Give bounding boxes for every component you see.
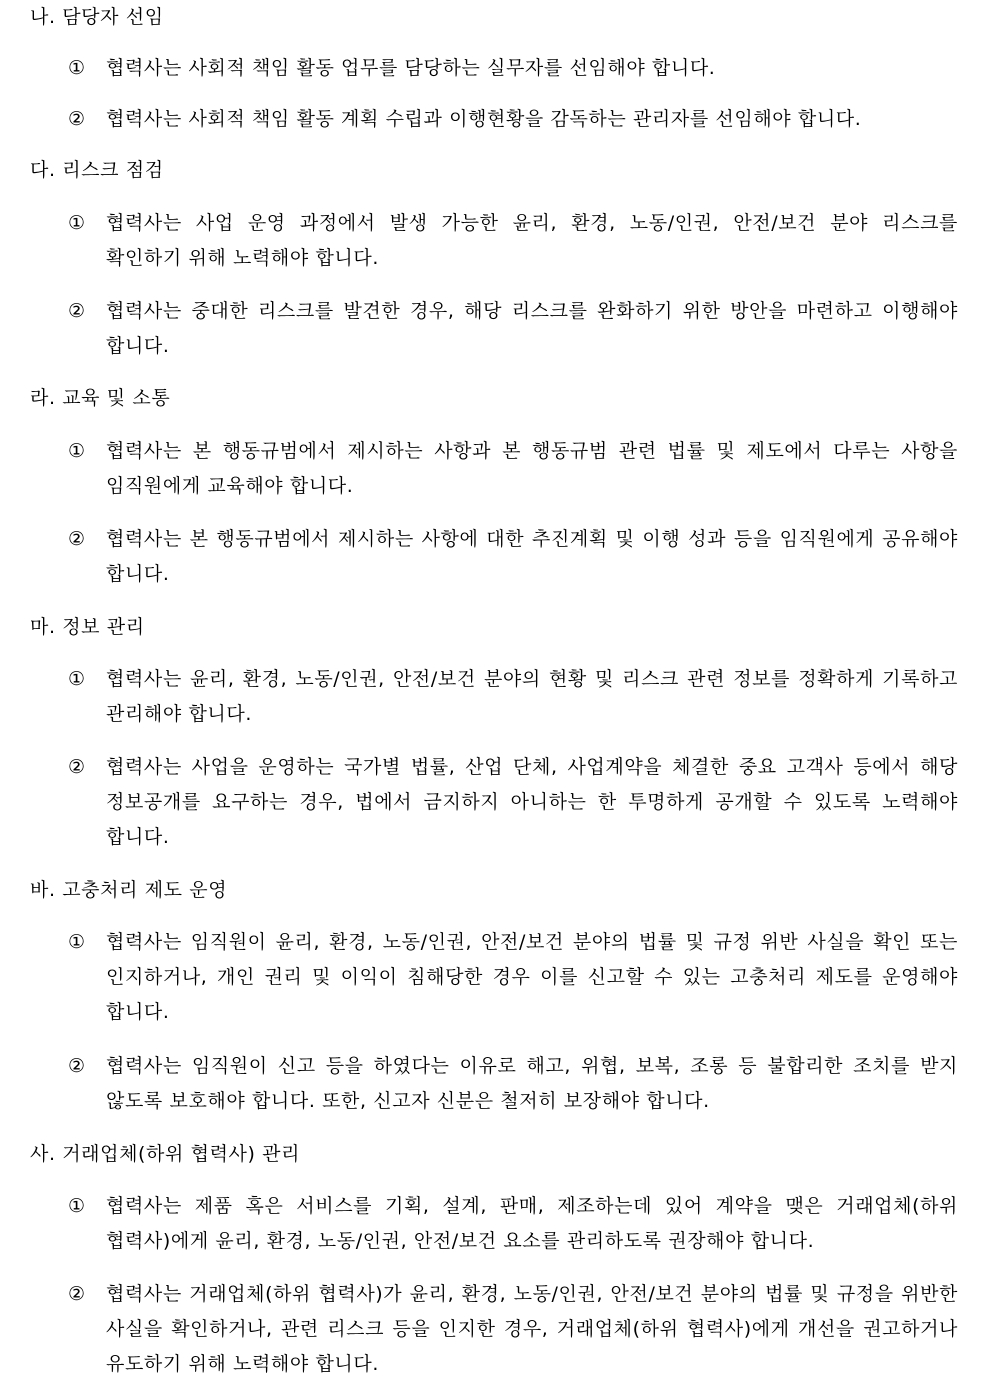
- item-number: ①: [68, 440, 86, 462]
- list-item: [68, 206, 958, 276]
- section-heading: 라. 교육 및 소통: [30, 387, 171, 409]
- item-number: ①: [68, 212, 86, 234]
- list-item: [68, 294, 958, 364]
- item-number: ②: [68, 528, 86, 550]
- item-number: ②: [68, 756, 86, 778]
- item-number: ②: [68, 108, 86, 130]
- section-heading: 바. 고충처리 제도 운영: [30, 879, 228, 901]
- item-text: 협력사는 거래업체(하위 협력사)가 윤리, 환경, 노동/인권, 안전/보건 분야의 법률 및 규정을 위반한 사실을 확인하거나, 관련 리스크 등을 인지한 경우, 거래업체(하위 협력사)에게 개선을 권고하거나 유도하기 위해 노력해야 합니다.: [106, 1283, 958, 1375]
- item-text: 협력사는 제품 혹은 서비스를 기획, 설계, 판매, 제조하는데 있어 계약을 맺은 거래업체(하위 협력사)에게 윤리, 환경, 노동/인권, 안전/보건 요소를 관리하도록 권장해야 합니다.: [106, 1195, 958, 1252]
- section-heading: 나. 담당자 선임: [30, 6, 164, 28]
- section-heading: 사. 거래업체(하위 협력사) 관리: [30, 1143, 301, 1165]
- list-item: [68, 662, 958, 732]
- item-number: ①: [68, 57, 86, 79]
- item-number: ②: [68, 1055, 86, 1077]
- item-number: ②: [68, 1283, 86, 1305]
- list-item: [68, 102, 958, 137]
- list-item: [68, 1277, 958, 1382]
- item-text: 협력사는 사회적 책임 활동 업무를 담당하는 실무자를 선임해야 합니다.: [106, 57, 716, 79]
- item-text: 협력사는 사업을 운영하는 국가별 법률, 산업 단체, 사업계약을 체결한 중요 고객사 등에서 해당 정보공개를 요구하는 경우, 법에서 금지하지 아니하는 한 투명하게 공개할 수 있도록 노력해야 합니다.: [106, 756, 958, 848]
- list-item: [68, 434, 958, 504]
- list-item: [68, 1049, 958, 1119]
- section-heading: 마. 정보 관리: [30, 616, 145, 638]
- item-number: ①: [68, 931, 86, 953]
- list-item: [68, 1189, 958, 1259]
- item-number: ①: [68, 1195, 86, 1217]
- item-text: 협력사는 사회적 책임 활동 계획 수립과 이행현황을 감독하는 관리자를 선임해야 합니다.: [106, 108, 862, 130]
- list-item: [68, 51, 958, 86]
- item-text: 협력사는 임직원이 신고 등을 하였다는 이유로 해고, 위협, 보복, 조롱 등 불합리한 조치를 받지 않도록 보호해야 합니다. 또한, 신고자 신분은 철저히 보장해야 합니다.: [106, 1055, 958, 1112]
- list-item: [68, 522, 958, 592]
- item-number: ②: [68, 300, 86, 322]
- item-text: 협력사는 사업 운영 과정에서 발생 가능한 윤리, 환경, 노동/인권, 안전/보건 분야 리스크를 확인하기 위해 노력해야 합니다.: [106, 212, 958, 269]
- item-text: 협력사는 임직원이 윤리, 환경, 노동/인권, 안전/보건 분야의 법률 및 규정 위반 사실을 확인 또는 인지하거나, 개인 권리 및 이익이 침해당한 경우 이를 신고할 수 있는 고충처리 제도를 운영해야 합니다.: [106, 931, 958, 1023]
- item-text: 협력사는 윤리, 환경, 노동/인권, 안전/보건 분야의 현황 및 리스크 관련 정보를 정확하게 기록하고 관리해야 합니다.: [106, 668, 958, 725]
- item-text: 협력사는 중대한 리스크를 발견한 경우, 해당 리스크를 완화하기 위한 방안을 마련하고 이행해야 합니다.: [106, 300, 958, 357]
- list-item: [68, 750, 958, 855]
- item-number: ①: [68, 668, 86, 690]
- item-text: 협력사는 본 행동규범에서 제시하는 사항과 본 행동규범 관련 법률 및 제도에서 다루는 사항을 임직원에게 교육해야 합니다.: [106, 440, 958, 497]
- item-text: 협력사는 본 행동규범에서 제시하는 사항에 대한 추진계획 및 이행 성과 등을 임직원에게 공유해야 합니다.: [106, 528, 958, 585]
- list-item: [68, 925, 958, 1030]
- section-heading: 다. 리스크 점검: [30, 159, 164, 181]
